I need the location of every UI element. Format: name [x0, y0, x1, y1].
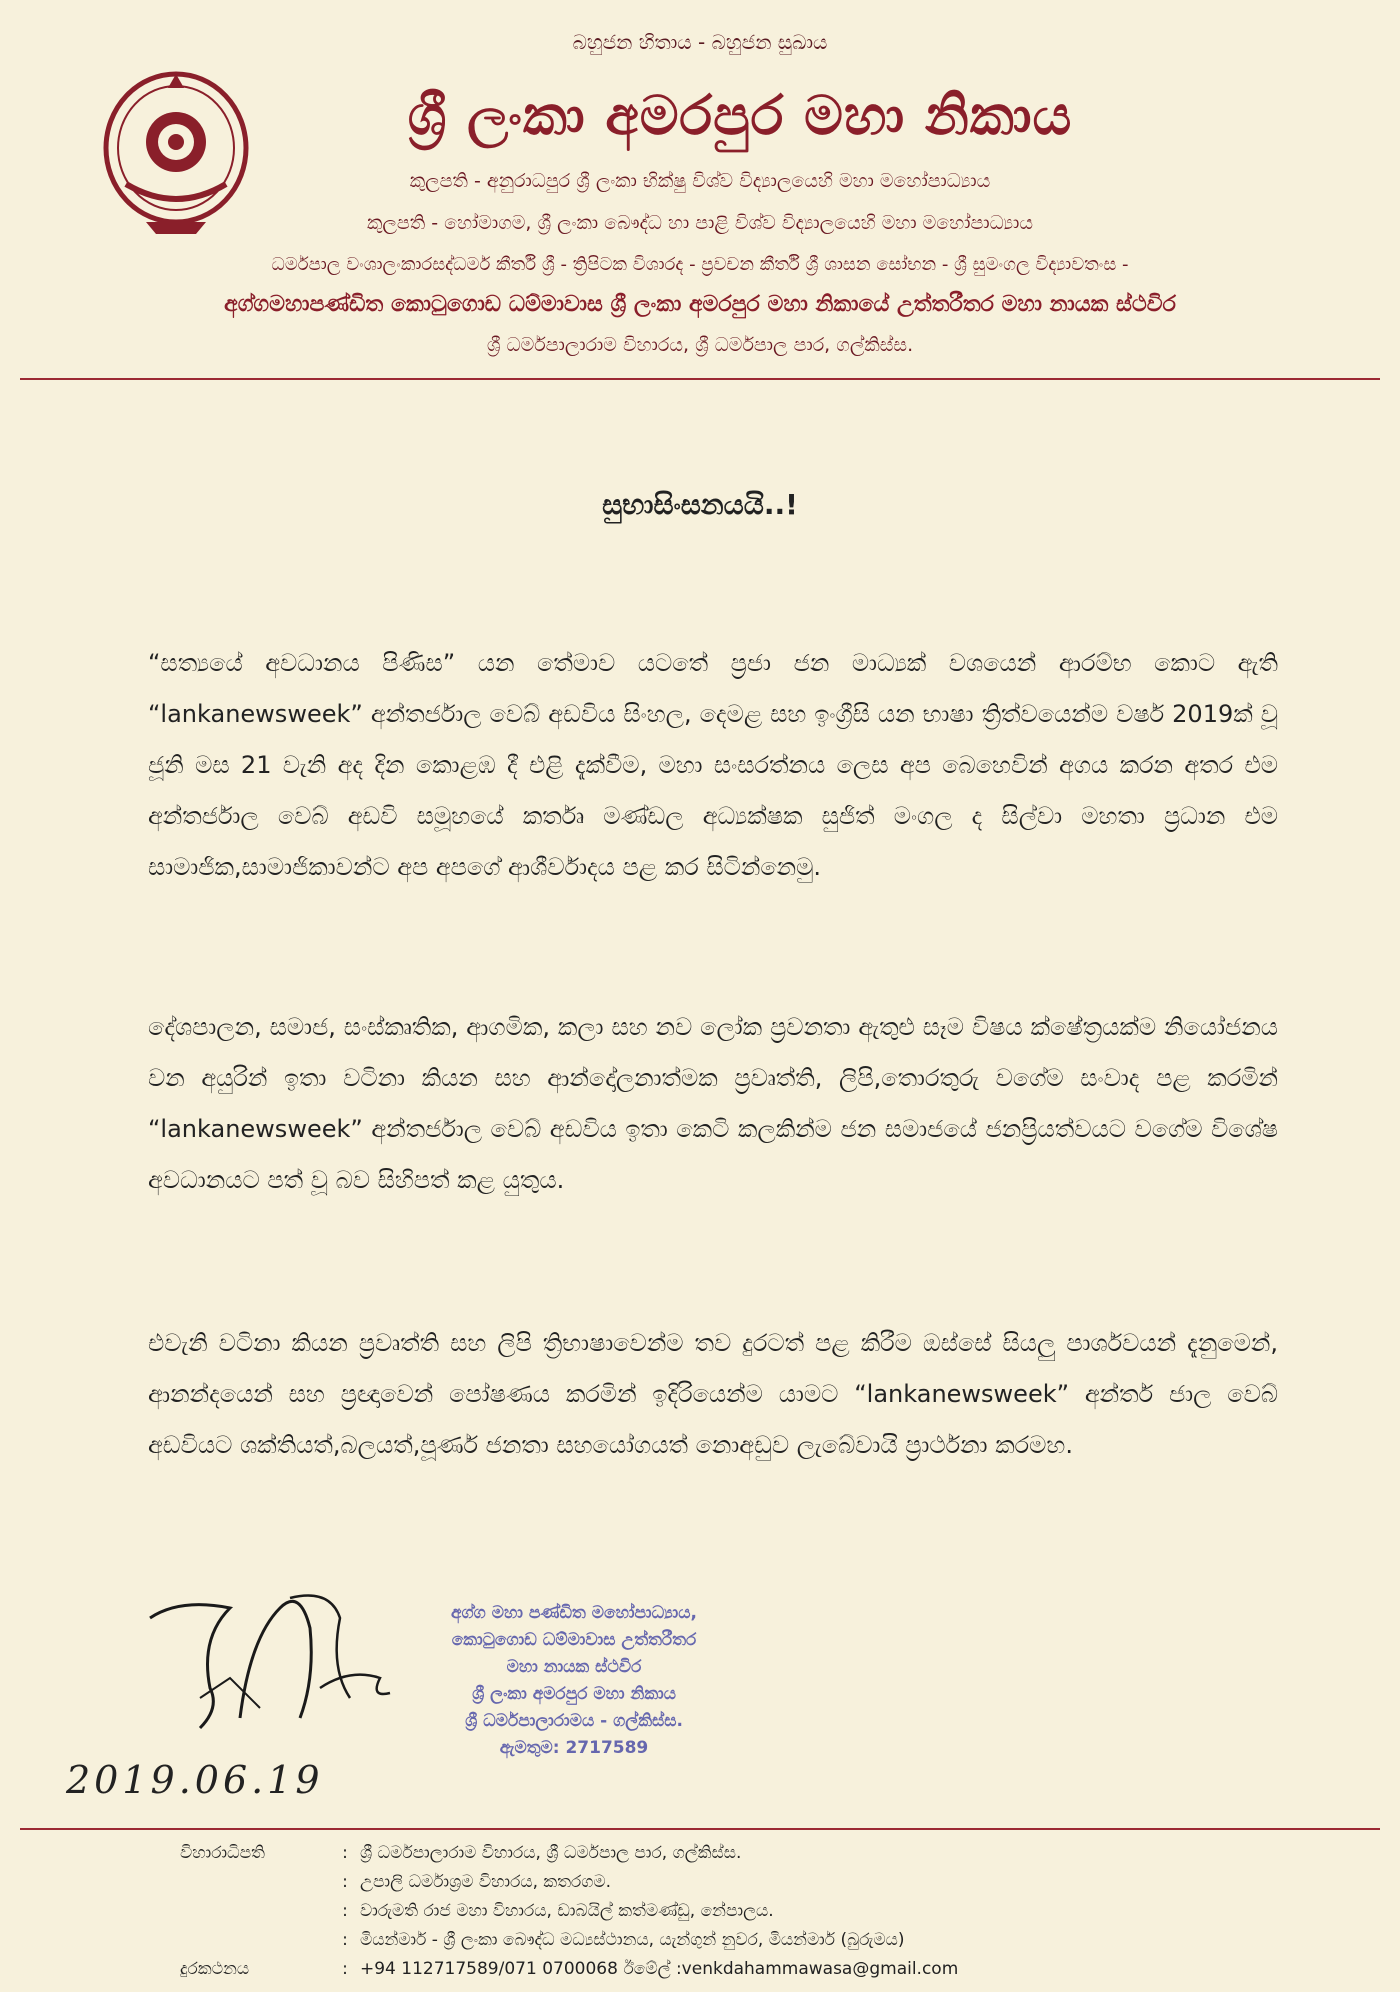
letter-paragraph: දේශපාලන, සමාජ, සංස්කෘතික, ආගමික, කලා සහ නව ලෝක ප්‍රවනතා ඇතුළු සෑම විෂය ක්ෂේත්‍රයක්ම නියෝජනය වන අයුරින් ඉතා වටිනා කියන සහ ආන්දෝලනාත්මක ප්‍රවෘත්ති, ලිපි,තොරතුරු වගේම සංවාද පළ කරමින් “lankanewsweek” අන්තර්ජාල වෙබ් අඩවිය ඉතා කෙටි කලකින්ම ජන සමාජයේ ජනප්‍රියත්වයට වගේම විශේෂ අවධානයට පත් වූ බව සිහිපත් කළ යුතුය. [148, 1013, 1278, 1194]
stamp-line: කොටුගොඩ ධම්මාවාස උත්තරීතර [451, 1630, 697, 1650]
footer-row [180, 1954, 1340, 1983]
footer-colon: : [342, 1929, 348, 1950]
footer-contact-value: +94 112717589/071 0700068 ඊමේල් :venkdahammawasa@gmail.com [360, 1958, 959, 1979]
letter-title: සුභාසිංසනයයි..! [602, 488, 798, 521]
stamp-line: ඇමතුම: 2717589 [499, 1738, 649, 1758]
footer-row [180, 1896, 1340, 1925]
footer-colon: : [342, 1842, 348, 1863]
footer-contacts [180, 1838, 1340, 1983]
stamp-line: මහා නායක ස්ථවිර [506, 1657, 642, 1677]
letterhead-line: කුලපති - හෝමාගම, ශ්‍රී ලංකා බෞද්ධ හා පාළි විශ්ව විද්‍යාලයෙහි මහා මහෝපාධ්‍යාය [366, 212, 1033, 234]
footer-label: විහාරාධිපති [180, 1842, 265, 1863]
letter-paragraph: එවැනි වටිනා කියන ප්‍රවෘත්ති සහ ලිපි ත්‍රිභාෂාවෙන්ම තව දුරටත් පළ කිරීම ඔස්සේ සියලු පාර්ශවයන් දැනුමෙන්, ආනන්දයෙන් සහ ප්‍රඥාවෙන් පෝෂණය කරමින් ඉදිරියෙන්ම යාමට “lankanewsweek” අන්තර් ජාල වෙබ් අඩවියට ශක්තියත්,බලයත්,පූර්ණ ජනතා සහයෝගයත් නොඅඩුව ලැබේවායි ප්‍රාර්ථනා කරමහ. [148, 1329, 1278, 1459]
stamp-line: අග්ග මහා පණ්ඩිත මහෝපාධ්‍යාය, [451, 1603, 697, 1623]
footer-row [180, 1925, 1340, 1954]
letterhead-line: කුලපති - අනුරාධපුර ශ්‍රී ලංකා භික්ෂු විශ්ව විද්‍යාලයෙහි මහා මහෝපාධ්‍යාය [409, 170, 991, 192]
handwritten-signature [140, 1578, 400, 1738]
stamp-line: ශ්‍රී ධර්මපාලාරාමය - ගල්කිස්ස. [465, 1711, 683, 1731]
footer-colon: : [342, 1871, 348, 1892]
official-stamp [374, 1600, 774, 1762]
letterhead-address: ශ්‍රී ධර්මපාලාරාම විහාරය, ශ්‍රී ධර්මපාල පාර, ගල්කිස්ස. [486, 334, 914, 356]
footer-colon: : [342, 1958, 348, 1979]
stamp-line: ශ්‍රී ලංකා අමරපුර මහා නිකාය [472, 1684, 676, 1704]
letterhead-titles-line: ධර්මපාල වංශාලංකාරසද්ධර්ම කීර්ති ශ්‍රී - ත්‍රිපිටක විශාරද - ප්‍රවචන කීර්ති ශ්‍රී ශාසන සෝභන - ශ්‍රී සුමංගල විද්‍යාවතංස - [271, 254, 1129, 275]
letterhead-name-line: අග්ගමහාපණ්ඩිත කොටුගොඩ ධම්මාවාස ශ්‍රී ලංකා අමරපුර මහා නිකායේ උත්තරීතර මහා නායක ස්ථවිර [224, 292, 1176, 317]
footer-value: ශ්‍රී ධර්මපාලාරාම විහාරය, ශ්‍රී ධර්මපාල පාර, ගල්කිස්ස. [360, 1842, 742, 1863]
footer-divider [20, 1828, 1380, 1830]
footer-colon: : [342, 1900, 348, 1921]
letter-paragraph: “සත්‍යයේ අවධානය පිණිස” යන තේමාව යටතේ ප්‍රජා ජන මාධ්‍යක් වශයෙන් ආරම්භ කොට ඇති “lankanewsweek” අන්තර්ජාල වෙබ් අඩවිය සිංහල, දෙමළ සහ ඉංග්‍රීසි යන භාෂා ත්‍රිත්වයෙන්ම වර්ෂ 2019ක් වූ ජූනි මස 21 වැනි අද දින කොළඹ දී එළි දැක්වීම, මහා සංසරත්නය ලෙස අප බෙහෙවින් අගය කරන අතර එම අන්තර්ජාල වෙබ් අඩවි සමූහයේ කර්තෘ මණ්ඩල අධ්‍යක්ෂක සුජිත් මංගල ද සිල්වා මහතා ප්‍රධාන එම සාමාජික,සාමාජිකාවන්ට අප අපගේ ආශීර්වාදය පළ කර සිටින්නෙමු. [148, 649, 1278, 881]
handwritten-date: 2019.06.19 [66, 1758, 324, 1802]
letterhead-motto: බහුජන හිතාය - බහුජන සුඛාය [572, 30, 828, 54]
footer-row [180, 1838, 1340, 1867]
footer-value: වාරුමති රාජ මහා විහාරය, ඩාබයිල් කත්මණ්ඩු, නේපාලය. [360, 1900, 774, 1921]
footer-row [180, 1867, 1340, 1896]
organization-name: ශ්‍රී ලංකා අමරපුර මහා නිකාය [407, 84, 1073, 147]
footer-value: මියන්මාර් - ශ්‍රී ලංකා බෞද්ධ මධ්‍යස්ථානය, යැන්ගුන් නුවර, මියන්මාර් (බුරුමය) [360, 1929, 905, 1950]
header-divider [20, 378, 1380, 380]
footer-label: දුරකථනය [180, 1958, 250, 1979]
footer-value: උපාලි ධර්මාශ්‍රම විහාරය, කතරගම. [360, 1871, 612, 1892]
